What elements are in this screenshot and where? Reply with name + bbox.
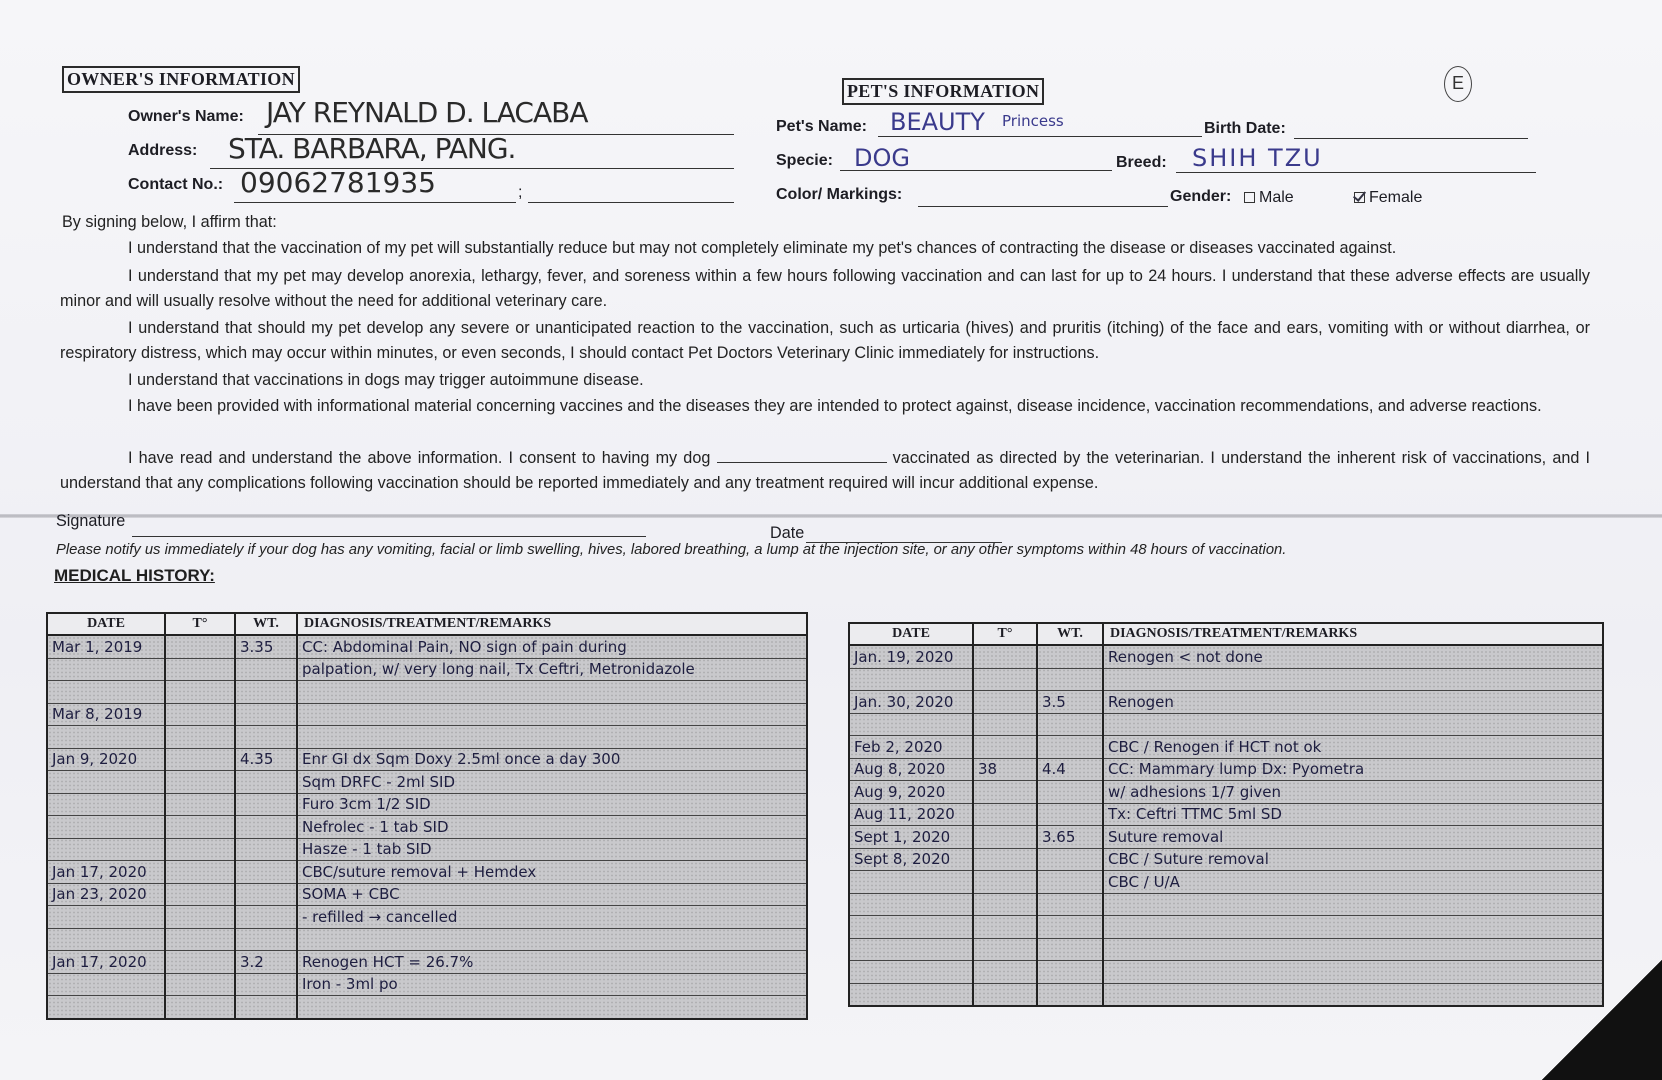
cell-temp[interactable] bbox=[165, 973, 235, 996]
col-remarks: DIAGNOSIS/TREATMENT/REMARKS bbox=[297, 613, 807, 635]
cell-remarks[interactable]: CC: Abdominal Pain, NO sign of pain during bbox=[297, 635, 807, 658]
cell-temp[interactable] bbox=[165, 838, 235, 861]
female-checkbox[interactable] bbox=[1354, 192, 1365, 203]
cell-date[interactable] bbox=[47, 996, 165, 1019]
cell-remarks[interactable] bbox=[297, 703, 807, 726]
pet-name-extra[interactable]: Princess bbox=[1002, 112, 1064, 130]
cell-weight[interactable] bbox=[235, 793, 297, 816]
owner-name-label: Owner's Name: bbox=[128, 108, 244, 125]
cell-temp[interactable] bbox=[165, 748, 235, 771]
cell-remarks[interactable]: Hasze - 1 tab SID bbox=[297, 838, 807, 861]
cell-remarks[interactable]: Renogen HCT = 26.7% bbox=[297, 951, 807, 974]
gender-label: Gender: bbox=[1170, 188, 1232, 205]
cell-weight[interactable] bbox=[235, 703, 297, 726]
consent-intro: By signing below, I affirm that: bbox=[62, 213, 277, 231]
cell-temp[interactable] bbox=[973, 938, 1037, 961]
specie-value[interactable]: DOG bbox=[854, 144, 910, 172]
cell-weight[interactable] bbox=[1037, 983, 1103, 1006]
cell-weight[interactable]: 3.2 bbox=[235, 951, 297, 974]
cell-date[interactable]: Mar 1, 2019 bbox=[47, 635, 165, 658]
page-corner-shadow bbox=[1542, 960, 1662, 1080]
cell-remarks[interactable]: CBC / Suture removal bbox=[1103, 848, 1603, 871]
cell-remarks[interactable]: Furo 3cm 1/2 SID bbox=[297, 793, 807, 816]
cell-remarks[interactable] bbox=[1103, 668, 1603, 691]
cell-date[interactable] bbox=[47, 928, 165, 951]
birth-date-label: Birth Date: bbox=[1204, 120, 1286, 137]
col-weight: WT. bbox=[235, 613, 297, 635]
address-label: Address: bbox=[128, 142, 198, 159]
medical-history-table-left bbox=[46, 612, 808, 1020]
fold-crease bbox=[0, 514, 1662, 518]
cell-temp[interactable]: 38 bbox=[973, 758, 1037, 781]
cell-remarks[interactable]: Enr GI dx Sqm Doxy 2.5ml once a day 300 bbox=[297, 748, 807, 771]
cell-date[interactable] bbox=[849, 871, 973, 894]
color-markings-line bbox=[918, 206, 1168, 207]
cell-date[interactable] bbox=[47, 658, 165, 681]
cell-temp[interactable] bbox=[973, 668, 1037, 691]
cell-date[interactable] bbox=[47, 906, 165, 929]
gender-female-option[interactable] bbox=[1354, 189, 1422, 207]
cell-temp[interactable] bbox=[165, 883, 235, 906]
consent-p6-end: vaccinated as directed by the veterinarian. I understand the inherent risk of vaccinations, and I understand that any complications following vaccination should be reported immediately and any treatment required will incur additional expense. bbox=[60, 449, 1590, 492]
signature-line[interactable] bbox=[132, 536, 646, 537]
cell-date[interactable] bbox=[47, 681, 165, 704]
table-row bbox=[47, 883, 807, 906]
cell-weight[interactable] bbox=[1037, 871, 1103, 894]
cell-date[interactable]: Jan 17, 2020 bbox=[47, 861, 165, 884]
cell-remarks[interactable] bbox=[1103, 916, 1603, 939]
table-row bbox=[849, 961, 1603, 984]
table-row bbox=[849, 781, 1603, 804]
cell-date[interactable]: Jan. 30, 2020 bbox=[849, 691, 973, 714]
cell-remarks[interactable] bbox=[1103, 713, 1603, 736]
cell-temp[interactable] bbox=[165, 861, 235, 884]
cell-date[interactable] bbox=[47, 838, 165, 861]
cell-date[interactable]: Jan 17, 2020 bbox=[47, 951, 165, 974]
cell-remarks[interactable]: Nefrolec - 1 tab SID bbox=[297, 816, 807, 839]
cell-temp[interactable] bbox=[165, 906, 235, 929]
contact-line bbox=[234, 202, 516, 203]
cell-weight[interactable] bbox=[1037, 961, 1103, 984]
cell-weight[interactable]: 3.5 bbox=[1037, 691, 1103, 714]
breed-line bbox=[1176, 172, 1536, 173]
cell-remarks[interactable]: SOMA + CBC bbox=[297, 883, 807, 906]
cell-temp[interactable] bbox=[973, 736, 1037, 759]
stamp-mark: E bbox=[1444, 66, 1472, 102]
table-row bbox=[47, 793, 807, 816]
table-row bbox=[47, 658, 807, 681]
table-row bbox=[47, 703, 807, 726]
table-row bbox=[47, 996, 807, 1019]
table-row bbox=[849, 691, 1603, 714]
cell-date[interactable]: Aug 9, 2020 bbox=[849, 781, 973, 804]
table-row bbox=[47, 861, 807, 884]
cell-weight[interactable]: 4.35 bbox=[235, 748, 297, 771]
table-row bbox=[47, 635, 807, 658]
cell-date[interactable] bbox=[47, 973, 165, 996]
pet-name-value[interactable]: BEAUTY bbox=[890, 108, 985, 136]
cell-temp[interactable] bbox=[973, 983, 1037, 1006]
gender-male-option[interactable] bbox=[1244, 189, 1294, 207]
cell-weight[interactable] bbox=[1037, 736, 1103, 759]
cell-date[interactable] bbox=[47, 816, 165, 839]
col-date: DATE bbox=[47, 613, 165, 635]
cell-remarks[interactable] bbox=[297, 928, 807, 951]
male-label: Male bbox=[1259, 189, 1294, 206]
cell-remarks[interactable] bbox=[1103, 983, 1603, 1006]
consent-p5: I have been provided with informational material concerning vaccines and the diseases they are intended to protect against, disease incidence, vaccination recommendations, and adverse reactions. bbox=[128, 397, 1542, 415]
cell-weight[interactable] bbox=[1037, 645, 1103, 668]
cell-weight[interactable] bbox=[235, 973, 297, 996]
vaccination-notice: Please notify us immediately if your dog has any vomiting, facial or limb swelling, hives, labored breathing, a lump at the injection site, or any other symptoms within 48 hours of vaccination. bbox=[56, 542, 1287, 558]
cell-weight[interactable]: 3.35 bbox=[235, 635, 297, 658]
owner-section-title: OWNER'S INFORMATION bbox=[62, 66, 300, 93]
cell-temp[interactable] bbox=[973, 713, 1037, 736]
cell-weight[interactable] bbox=[235, 726, 297, 749]
table-row bbox=[849, 668, 1603, 691]
date-label: Date bbox=[770, 524, 805, 542]
cell-temp[interactable] bbox=[165, 793, 235, 816]
cell-remarks[interactable]: Renogen bbox=[1103, 691, 1603, 714]
table-row bbox=[47, 681, 807, 704]
cell-date[interactable] bbox=[849, 893, 973, 916]
cell-remarks[interactable]: CBC / U/A bbox=[1103, 871, 1603, 894]
cell-remarks[interactable]: w/ adhesions 1/7 given bbox=[1103, 781, 1603, 804]
cell-remarks[interactable] bbox=[297, 681, 807, 704]
consent-p1: I understand that the vaccination of my pet will substantially reduce but may not completely eliminate my pet's chances of contracting the disease or diseases vaccinated against. bbox=[128, 239, 1397, 257]
cell-date[interactable]: Feb 2, 2020 bbox=[849, 736, 973, 759]
cell-weight[interactable] bbox=[1037, 803, 1103, 826]
cell-weight[interactable] bbox=[1037, 893, 1103, 916]
cell-temp[interactable] bbox=[973, 961, 1037, 984]
table-row bbox=[849, 713, 1603, 736]
cell-weight[interactable] bbox=[235, 681, 297, 704]
cell-temp[interactable] bbox=[165, 703, 235, 726]
cell-remarks[interactable]: - refilled → cancelled bbox=[297, 906, 807, 929]
birth-date-line bbox=[1294, 138, 1528, 139]
table-row bbox=[849, 826, 1603, 849]
contact-value[interactable]: 09062781935 bbox=[240, 166, 436, 199]
table-row bbox=[47, 816, 807, 839]
cell-temp[interactable] bbox=[165, 658, 235, 681]
col-temp: T° bbox=[165, 613, 235, 635]
cell-date[interactable]: Jan. 19, 2020 bbox=[849, 645, 973, 668]
consent-p6-start: I have read and understand the above information. I consent to having my dog bbox=[128, 449, 711, 467]
cell-remarks[interactable]: Suture removal bbox=[1103, 826, 1603, 849]
cell-temp[interactable] bbox=[973, 893, 1037, 916]
owner-name-value[interactable]: JAY REYNALD D. LACABA bbox=[266, 96, 588, 129]
dog-name-blank[interactable] bbox=[717, 448, 887, 463]
cell-weight[interactable] bbox=[235, 928, 297, 951]
cell-weight[interactable] bbox=[1037, 916, 1103, 939]
cell-date[interactable] bbox=[849, 938, 973, 961]
contact-separator: ; bbox=[518, 184, 523, 201]
pet-name-label: Pet's Name: bbox=[776, 118, 867, 135]
cell-weight[interactable] bbox=[235, 996, 297, 1019]
cell-temp[interactable] bbox=[165, 996, 235, 1019]
table-row bbox=[47, 726, 807, 749]
cell-date[interactable] bbox=[849, 916, 973, 939]
cell-remarks[interactable]: CBC / Renogen if HCT not ok bbox=[1103, 736, 1603, 759]
col-temp: T° bbox=[973, 623, 1037, 645]
table-row bbox=[849, 983, 1603, 1006]
medical-history-table-right bbox=[848, 622, 1604, 1007]
cell-weight[interactable] bbox=[235, 816, 297, 839]
table-row bbox=[47, 771, 807, 794]
color-markings-label: Color/ Markings: bbox=[776, 186, 903, 203]
cell-weight[interactable] bbox=[1037, 848, 1103, 871]
cell-temp[interactable] bbox=[973, 916, 1037, 939]
table-row bbox=[47, 906, 807, 929]
cell-temp[interactable] bbox=[165, 771, 235, 794]
table-row bbox=[849, 871, 1603, 894]
signature-label: Signature bbox=[56, 512, 126, 530]
cell-weight[interactable] bbox=[235, 771, 297, 794]
cell-weight[interactable] bbox=[1037, 938, 1103, 961]
cell-date[interactable] bbox=[47, 771, 165, 794]
address-value[interactable]: STA. BARBARA, PANG. bbox=[228, 132, 516, 165]
male-checkbox[interactable] bbox=[1244, 192, 1255, 203]
cell-temp[interactable] bbox=[973, 781, 1037, 804]
female-label: Female bbox=[1369, 189, 1423, 206]
cell-temp[interactable] bbox=[973, 848, 1037, 871]
table-row bbox=[849, 736, 1603, 759]
cell-date[interactable]: Aug 11, 2020 bbox=[849, 803, 973, 826]
col-remarks: DIAGNOSIS/TREATMENT/REMARKS bbox=[1103, 623, 1603, 645]
cell-temp[interactable] bbox=[973, 691, 1037, 714]
table-row bbox=[849, 893, 1603, 916]
cell-temp[interactable] bbox=[973, 803, 1037, 826]
consent-p6 bbox=[60, 446, 1590, 496]
table-row bbox=[47, 973, 807, 996]
consent-p2: I understand that my pet may develop anorexia, lethargy, fever, and soreness within a few hours following vaccination and can last for up to 24 hours. I understand that these adverse effects are usually minor and will usually resolve without the need for additional veterinary care. bbox=[60, 267, 1590, 310]
cell-date[interactable]: Mar 8, 2019 bbox=[47, 703, 165, 726]
col-weight: WT. bbox=[1037, 623, 1103, 645]
table-row bbox=[849, 758, 1603, 781]
cell-temp[interactable] bbox=[973, 645, 1037, 668]
cell-temp[interactable] bbox=[165, 928, 235, 951]
breed-label: Breed: bbox=[1116, 154, 1167, 171]
cell-weight[interactable]: 4.4 bbox=[1037, 758, 1103, 781]
cell-weight[interactable] bbox=[235, 838, 297, 861]
table-row bbox=[849, 848, 1603, 871]
table-row bbox=[849, 803, 1603, 826]
table-row bbox=[849, 916, 1603, 939]
table-row bbox=[47, 838, 807, 861]
table-row bbox=[47, 748, 807, 771]
cell-weight[interactable] bbox=[1037, 668, 1103, 691]
pet-name-line bbox=[878, 136, 1202, 137]
cell-date[interactable]: Jan 23, 2020 bbox=[47, 883, 165, 906]
cell-date[interactable] bbox=[849, 668, 973, 691]
cell-date[interactable]: Jan 9, 2020 bbox=[47, 748, 165, 771]
cell-remarks[interactable] bbox=[297, 726, 807, 749]
cell-weight[interactable] bbox=[1037, 713, 1103, 736]
table-row bbox=[47, 928, 807, 951]
cell-weight[interactable] bbox=[235, 906, 297, 929]
specie-label: Specie: bbox=[776, 152, 833, 169]
cell-temp[interactable] bbox=[165, 816, 235, 839]
cell-weight[interactable]: 3.65 bbox=[1037, 826, 1103, 849]
consent-p4: I understand that vaccinations in dogs may trigger autoimmune disease. bbox=[128, 371, 644, 389]
contact-label: Contact No.: bbox=[128, 176, 224, 193]
cell-temp[interactable] bbox=[973, 871, 1037, 894]
cell-weight[interactable] bbox=[235, 658, 297, 681]
contact-line-2 bbox=[528, 202, 734, 203]
cell-temp[interactable] bbox=[973, 826, 1037, 849]
table-row bbox=[47, 951, 807, 974]
cell-remarks[interactable]: CBC/suture removal + Hemdex bbox=[297, 861, 807, 884]
cell-date[interactable]: Sept 1, 2020 bbox=[849, 826, 973, 849]
cell-remarks[interactable]: Sqm DRFC - 2ml SID bbox=[297, 771, 807, 794]
cell-remarks[interactable] bbox=[1103, 961, 1603, 984]
cell-weight[interactable] bbox=[235, 883, 297, 906]
pet-section-title: PET'S INFORMATION bbox=[842, 78, 1044, 105]
cell-remarks[interactable]: CC: Mammary lump Dx: Pyometra bbox=[1103, 758, 1603, 781]
cell-date[interactable] bbox=[849, 983, 973, 1006]
cell-temp[interactable] bbox=[165, 951, 235, 974]
cell-remarks[interactable] bbox=[1103, 938, 1603, 961]
cell-date[interactable] bbox=[47, 793, 165, 816]
cell-temp[interactable] bbox=[165, 726, 235, 749]
cell-date[interactable]: Aug 8, 2020 bbox=[849, 758, 973, 781]
breed-value[interactable]: SHIH TZU bbox=[1192, 144, 1323, 172]
col-date: DATE bbox=[849, 623, 973, 645]
table-row bbox=[849, 938, 1603, 961]
cell-weight[interactable] bbox=[235, 861, 297, 884]
cell-remarks[interactable] bbox=[1103, 893, 1603, 916]
cell-date[interactable] bbox=[849, 961, 973, 984]
cell-weight[interactable] bbox=[1037, 781, 1103, 804]
cell-remarks[interactable] bbox=[297, 996, 807, 1019]
cell-remarks[interactable]: palpation, w/ very long nail, Tx Ceftri, Metronidazole bbox=[297, 658, 807, 681]
cell-remarks[interactable]: Renogen < not done bbox=[1103, 645, 1603, 668]
cell-date[interactable] bbox=[849, 713, 973, 736]
cell-remarks[interactable]: Tx: Ceftri TTMC 5ml SD bbox=[1103, 803, 1603, 826]
cell-temp[interactable] bbox=[165, 635, 235, 658]
table-row bbox=[849, 645, 1603, 668]
medical-history-title: MEDICAL HISTORY: bbox=[54, 566, 215, 585]
consent-p3: I understand that should my pet develop any severe or unanticipated reaction to the vaccination, such as urticaria (hives) and pruritis (itching) of the face and ears, vomiting with or without diarrhea, or respiratory distress, which may occur within minutes, or even seconds, I should contact Pet Doctors Veterinary Clinic immediately for instructions. bbox=[60, 319, 1590, 362]
cell-date[interactable] bbox=[47, 726, 165, 749]
cell-date[interactable]: Sept 8, 2020 bbox=[849, 848, 973, 871]
cell-remarks[interactable]: Iron - 3ml po bbox=[297, 973, 807, 996]
cell-temp[interactable] bbox=[165, 681, 235, 704]
